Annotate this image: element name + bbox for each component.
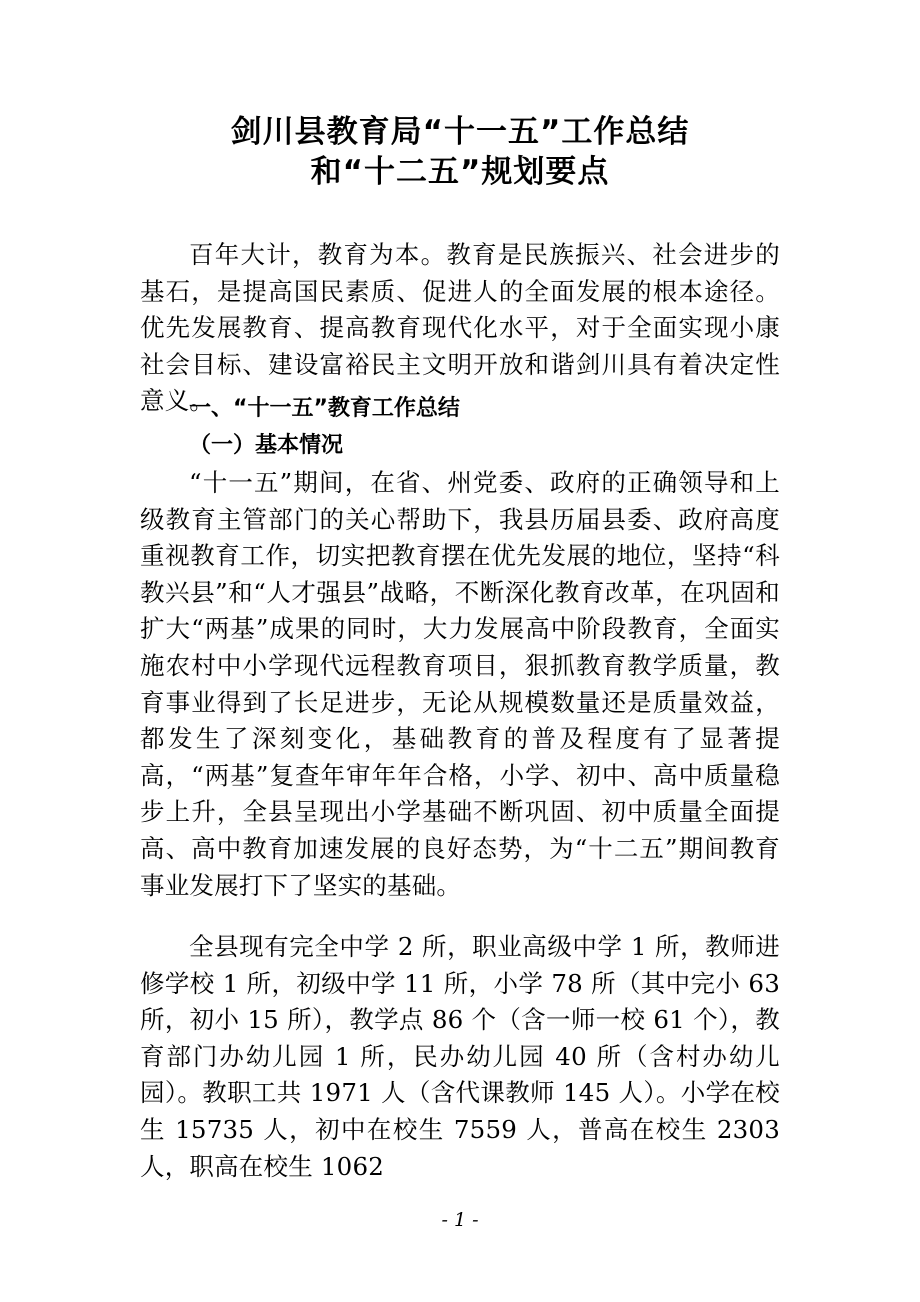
overview-paragraph: “十一五”期间，在省、州党委、政府的正确领导和上级教育主管部门的关心帮助下，我县历届县委、政府高度重视教育工作，切实把教育摆在优先发展的地位，坚持“科教兴县”和“人才强县”战略，不断深化教育改革，在巩固和扩大“两基”成果的同时，大力发展高中阶段教育，全面实施农村中小学现代远程教育项目，狠抓教育教学质量，教育事业得到了长足进步，无论从规模数量还是质量效益，都发生了深刻变化，基础教育的普及程度有了显著提高，“两基”复查年审年年合格，小学、初中、高中质量稳步上升，全县呈现出小学基础不断巩固、初中质量全面提高、高中教育加速发展的良好态势，为“十二五”期间教育事业发展打下了坚实的基础。: [140, 468, 780, 900]
subsection-heading: （一）基本情况: [189, 433, 344, 458]
section-heading: 一、“十一五”教育工作总结: [189, 396, 460, 421]
page-number: - 1 -: [441, 1209, 479, 1231]
statistics-paragraph: 全县现有完全中学 2 所，职业高级中学 1 所，教师进修学校 1 所，初级中学 11 所，小学 78 所（其中完小 63 所，初小 15 所），教学点 86 个（含一师一校 61 个），教育部门办幼儿园 1 所，民办幼儿园 40 所（含村办幼儿园）。教职工共 1971 人（含代课教师 145 人）。小学在校生 15735 人，初中在校生 7559 人，普高在校生 2303 人，职高在校生 1062: [140, 932, 780, 1181]
intro-paragraph: 百年大计，教育为本。教育是民族振兴、社会进步的基石，是提高国民素质、促进人的全面发展的根本途径。优先发展教育、提高教育现代化水平，对于全面实现小康社会目标、建设富裕民主文明开放和谐剑川具有着决定性意义。: [140, 240, 780, 416]
document-title-line-1: 剑川县教育局“十一五”工作总结: [230, 114, 690, 150]
document-title-line-2: 和“十二五”规划要点: [310, 154, 610, 190]
